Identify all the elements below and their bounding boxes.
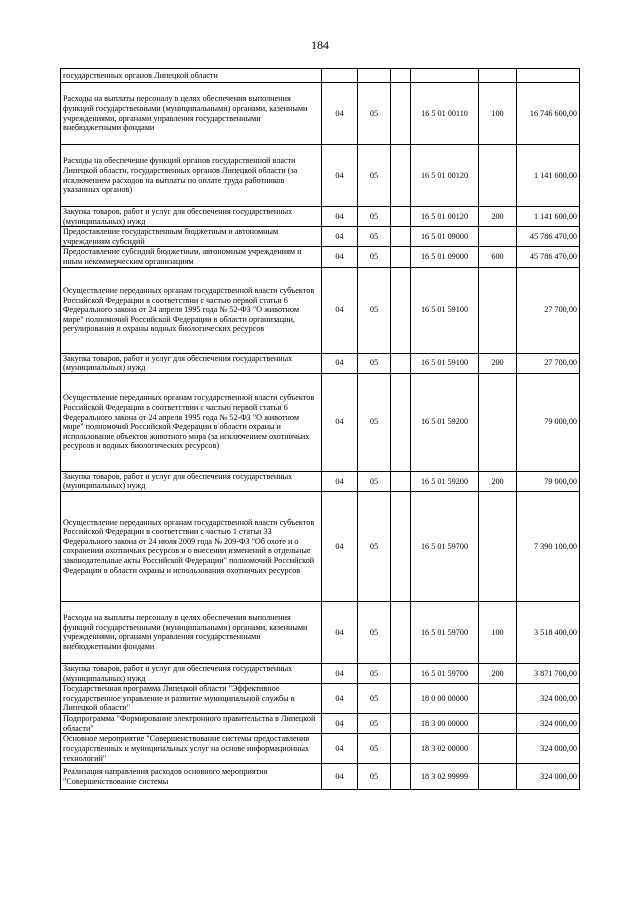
cell-name: Основное мероприятие "Совершенствование системы предоставления государственных и муниципальных услуг на основе информационных технологий" [61,734,322,764]
cell-expense-type [479,764,517,790]
table-row [61,471,580,491]
cell-amount: 16 746 600,00 [517,83,580,145]
table-row [61,227,580,247]
cell-subsection-code [391,764,411,790]
cell-target-item: 18 3 00 00000 [411,714,479,734]
cell-ministry-code: 04 [322,145,358,207]
cell-target-item: 18 3 02 99999 [411,764,479,790]
cell-subsection-code [391,267,411,353]
cell-target-item: 16 5 01 00120 [411,207,479,227]
cell-amount: 7 390 100,00 [517,491,580,601]
cell-section-code: 05 [358,764,391,790]
cell-section-code: 05 [358,714,391,734]
cell-target-item: 16 5 01 59100 [411,353,479,373]
cell-section-code: 05 [358,353,391,373]
cell-expense-type [479,267,517,353]
cell-target-item [411,69,479,83]
cell-expense-type: 200 [479,353,517,373]
cell-name: Расходы на выплаты персоналу в целях обеспечения выполнения функций государственными (муниципальными) органами, казенными учреждениями, органами управления государственными внебюджетными фондами [61,83,322,145]
cell-expense-type: 100 [479,83,517,145]
cell-subsection-code [391,491,411,601]
cell-ministry-code: 04 [322,734,358,764]
table-row [61,267,580,353]
cell-expense-type [479,734,517,764]
cell-ministry-code: 04 [322,471,358,491]
cell-expense-type: 100 [479,601,517,663]
cell-amount: 45 786 470,00 [517,247,580,267]
cell-ministry-code: 04 [322,83,358,145]
cell-name: государственных органов Липецкой области [61,69,322,83]
cell-amount: 79 000,00 [517,373,580,471]
cell-name: Расходы на обеспечение функций органов государственной власти Липецкой области, государственных органов Липецкой области (за исключением расходов на выплаты по оплате труда работников указанных органов) [61,145,322,207]
cell-subsection-code [391,207,411,227]
cell-name: Закупка товаров, работ и услуг для обеспечения государственных (муниципальных) нужд [61,471,322,491]
cell-section-code: 05 [358,145,391,207]
cell-subsection-code [391,227,411,247]
cell-amount: 27 700,00 [517,353,580,373]
cell-name: Предоставление государственным бюджетным и автономным учреждениям субсидий [61,227,322,247]
cell-ministry-code: 04 [322,353,358,373]
cell-expense-type [479,491,517,601]
cell-target-item: 18 0 00 00000 [411,684,479,714]
cell-name: Расходы на выплаты персоналу в целях обеспечения выполнения функций государственными (муниципальными) органами, казенными учреждениями, органами управления государственными внебюджетными фондами [61,601,322,663]
cell-name: Предоставление субсидий бюджетным, автономным учреждениям и иным некоммерческим организациям [61,247,322,267]
cell-amount: 324 000,00 [517,764,580,790]
table-row [61,373,580,471]
cell-section-code: 05 [358,734,391,764]
cell-ministry-code: 04 [322,373,358,471]
table-row [61,734,580,764]
cell-target-item: 18 3 02 00000 [411,734,479,764]
cell-amount: 3 871 700,00 [517,663,580,683]
cell-target-item: 16 5 01 00120 [411,145,479,207]
cell-section-code: 05 [358,601,391,663]
cell-target-item: 16 5 01 59200 [411,471,479,491]
cell-name: Закупка товаров, работ и услуг для обеспечения государственных (муниципальных) нужд [61,207,322,227]
cell-expense-type [479,373,517,471]
cell-ministry-code: 04 [322,764,358,790]
cell-subsection-code [391,353,411,373]
cell-target-item: 16 5 01 00110 [411,83,479,145]
table-row [61,764,580,790]
cell-expense-type [479,145,517,207]
cell-subsection-code [391,247,411,267]
cell-amount: 324 000,00 [517,684,580,714]
cell-ministry-code: 04 [322,491,358,601]
table-row [61,69,580,83]
table-row [61,145,580,207]
table-row [61,491,580,601]
cell-name: Закупка товаров, работ и услуг для обеспечения государственных (муниципальных) нужд [61,663,322,683]
cell-target-item: 16 5 01 59100 [411,267,479,353]
table-row [61,207,580,227]
cell-section-code [358,69,391,83]
cell-amount: 1 141 600,00 [517,207,580,227]
table-row [61,247,580,267]
cell-amount: 324 000,00 [517,714,580,734]
cell-ministry-code: 04 [322,714,358,734]
cell-section-code: 05 [358,471,391,491]
cell-subsection-code [391,83,411,145]
cell-amount: 3 518 400,00 [517,601,580,663]
cell-target-item: 16 5 01 59700 [411,491,479,601]
table-row [61,353,580,373]
cell-ministry-code: 04 [322,227,358,247]
cell-amount [517,69,580,83]
cell-expense-type: 600 [479,247,517,267]
cell-expense-type [479,69,517,83]
cell-subsection-code [391,69,411,83]
cell-section-code: 05 [358,684,391,714]
cell-name: Осуществление переданных органам государственной власти субъектов Российской Федерации в соответствии с частью 1 статьи 33 Федерального закона от 24 июля 2009 года № 209-ФЗ "Об охоте и о сохранении охотничьих ресурсов и о внесении изменений в отдельные законодательные акты Российской Федерации" полномочий Российской Федерации в области охраны и использования охотничьих ресурсов [61,491,322,601]
cell-expense-type: 200 [479,207,517,227]
cell-ministry-code [322,69,358,83]
cell-subsection-code [391,373,411,471]
cell-name: Государственная программа Липецкой области "Эффективное государственное управление и развитие муниципальной службы в Липецкой области" [61,684,322,714]
table-row [61,601,580,663]
cell-section-code: 05 [358,207,391,227]
cell-amount: 1 141 600,00 [517,145,580,207]
cell-ministry-code: 04 [322,684,358,714]
table-row [61,83,580,145]
cell-section-code: 05 [358,491,391,601]
table-row [61,684,580,714]
cell-subsection-code [391,601,411,663]
cell-subsection-code [391,663,411,683]
cell-expense-type: 200 [479,663,517,683]
cell-ministry-code: 04 [322,601,358,663]
cell-target-item: 16 5 01 59200 [411,373,479,471]
cell-ministry-code: 04 [322,207,358,227]
cell-section-code: 05 [358,83,391,145]
cell-expense-type [479,684,517,714]
cell-section-code: 05 [358,247,391,267]
cell-name: Реализация направления расходов основного мероприятия "Совершенствование системы [61,764,322,790]
cell-target-item: 16 5 01 59700 [411,663,479,683]
page-number: 184 [311,38,329,52]
cell-name: Осуществление переданных органам государственной власти субъектов Российской Федерации в соответствии с частью первой статьи 6 Федерального закона от 24 апреля 1995 года № 52-ФЗ "О животном мире" полномочий Российской Федерации в области охраны и использование объектов животного мира (за исключением охотничьих ресурсов и водных биологических ресурсов) [61,373,322,471]
cell-target-item: 16 5 01 59700 [411,601,479,663]
cell-subsection-code [391,684,411,714]
table-row [61,663,580,683]
budget-table [60,68,580,790]
cell-target-item: 16 5 01 09000 [411,247,479,267]
cell-expense-type [479,714,517,734]
cell-expense-type: 200 [479,471,517,491]
cell-amount: 79 000,00 [517,471,580,491]
cell-amount: 27 700,00 [517,267,580,353]
cell-ministry-code: 04 [322,247,358,267]
cell-section-code: 05 [358,227,391,247]
cell-section-code: 05 [358,373,391,471]
table-body [61,69,580,790]
cell-name: Подпрограмма "Формирование электронного правительства в Липецкой области" [61,714,322,734]
cell-amount: 324 000,00 [517,734,580,764]
cell-subsection-code [391,714,411,734]
cell-subsection-code [391,734,411,764]
cell-section-code: 05 [358,267,391,353]
table-row [61,714,580,734]
cell-expense-type [479,227,517,247]
cell-name: Закупка товаров, работ и услуг для обеспечения государственных (муниципальных) нужд [61,353,322,373]
cell-name: Осуществление переданных органам государственной власти субъектов Российской Федерации в соответствии с частью первой статьи 6 Федерального закона от 24 апреля 1995 года № 52-ФЗ "О животном мире" полномочий Российской Федерации в области организации, регулирования и охраны водных биологических ресурсов [61,267,322,353]
cell-section-code: 05 [358,663,391,683]
cell-subsection-code [391,471,411,491]
cell-ministry-code: 04 [322,663,358,683]
cell-amount: 45 786 470,00 [517,227,580,247]
cell-target-item: 16 5 01 09000 [411,227,479,247]
cell-ministry-code: 04 [322,267,358,353]
cell-subsection-code [391,145,411,207]
